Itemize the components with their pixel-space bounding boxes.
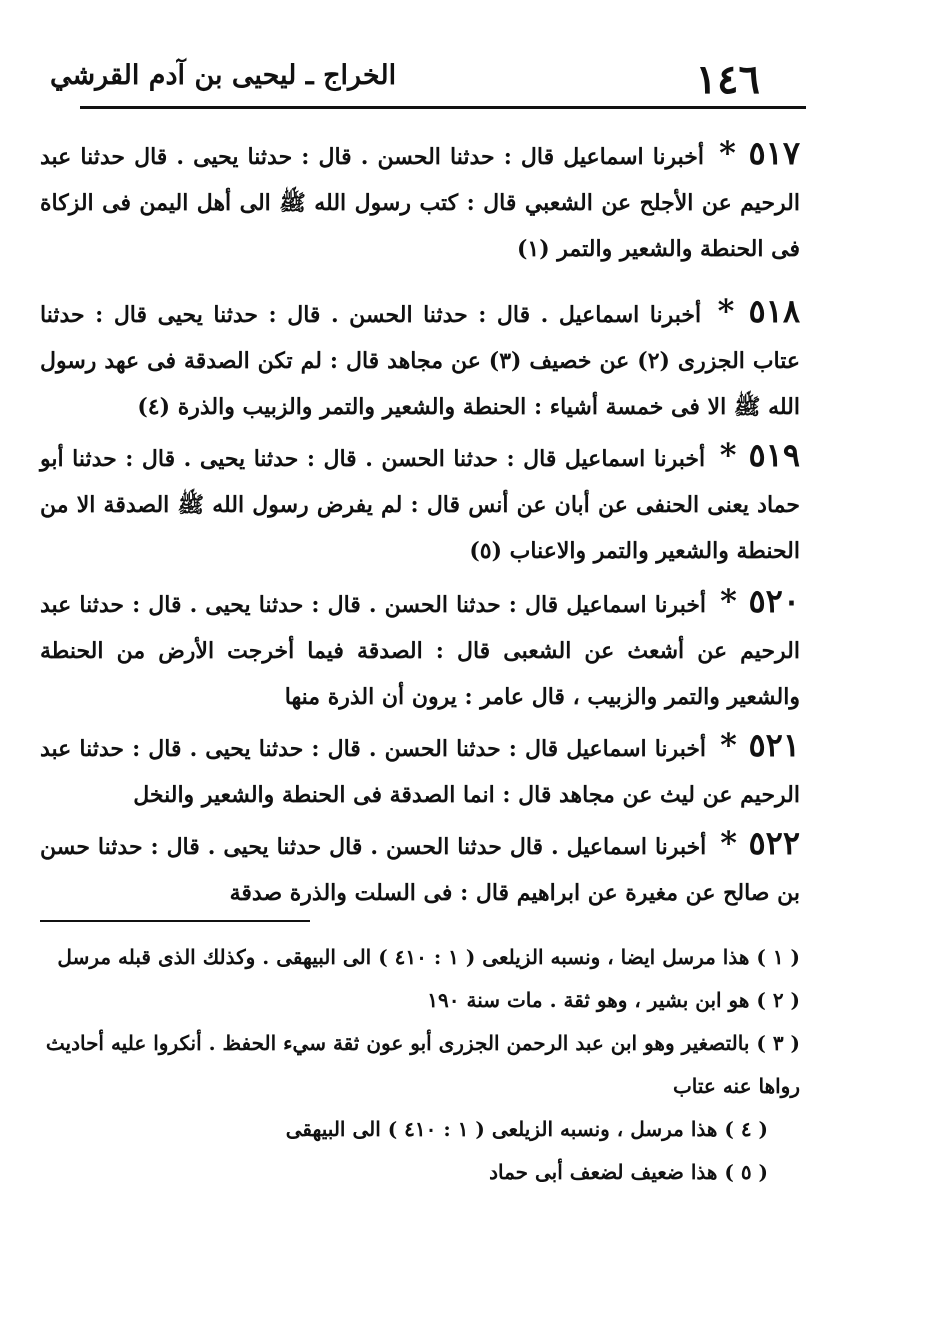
hadith-text: أخبرنا اسماعيل قال : حدثنا الحسن . قال : حدثنا يحيى . قال : حدثنا عبد الرحيم عن ليث عن مجاهد قال : انما الصدقة فى الحنطة والشعير والنخل bbox=[40, 736, 800, 808]
hadith-522 bbox=[40, 820, 800, 916]
footnote-divider bbox=[40, 920, 310, 922]
footnote-2: ( ٢ ) هو ابن بشير ، وهو ثقة . مات سنة ١٩٠ bbox=[427, 988, 800, 1012]
page-header bbox=[40, 50, 800, 108]
hadith-text: أخبرنا اسماعيل . قال حدثنا الحسن . قال حدثنا يحيى . قال : حدثنا حسن بن صالح عن مغيرة عن ابراهيم قال : فى السلت والذرة صدقة bbox=[40, 834, 800, 906]
page-number: ١٤٦ bbox=[695, 56, 760, 103]
hadith-text: أخبرنا اسماعيل قال : حدثنا الحسن . قال : حدثنا يحيى . قال : حدثنا عبد الرحيم عن أشعث عن الشعبى قال : الصدقة فيما أخرجت الأرض من الحنطة والشعير والتمر والزبيب ، قال عامر : يرون أن الذرة منها bbox=[40, 592, 800, 710]
hadith-number: ٥٢٠ * bbox=[720, 582, 800, 620]
hadith-519 bbox=[40, 432, 800, 574]
footnote-3: ( ٣ ) بالتصغير وهو ابن عبد الرحمن الجزرى أبو عون ثقة سيء الحفظ . أنكروا عليه أحاديث رواها عنه عتاب bbox=[45, 1031, 800, 1098]
hadith-521 bbox=[40, 722, 800, 818]
page bbox=[40, 30, 800, 1300]
footnote-5: ( ٥ ) هذا ضعيف لضعف أبى حماد bbox=[489, 1160, 768, 1184]
hadith-number: ٥١٧ * bbox=[719, 134, 800, 172]
hadith-text: أخبرنا اسماعيل قال : حدثنا الحسن . قال : حدثنا يحيى . قال : حدثنا أبو حماد يعنى الحنفى عن أبان عن أنس قال : لم يفرض رسول الله ﷺ الصدقة الا من الحنطة والشعير والتمر والاعناب (٥) bbox=[40, 446, 800, 564]
running-title: الخراج ـ ليحيى بن آدم القرشي bbox=[50, 60, 397, 91]
hadith-text: أخبرنا اسماعيل قال : حدثنا الحسن . قال : حدثنا يحيى . قال حدثنا عبد الرحيم عن الأجلح عن الشعبي قال : كتب رسول الله ﷺ الى أهل اليمن فى الزكاة فى الحنطة والشعير والتمر (١) bbox=[40, 144, 800, 262]
hadith-520 bbox=[40, 578, 800, 720]
hadith-518 bbox=[40, 288, 800, 430]
header-divider bbox=[80, 106, 806, 109]
footnotes bbox=[40, 936, 800, 1194]
hadith-text: أخبرنا اسماعيل . قال : حدثنا الحسن . قال : حدثنا يحيى قال : حدثنا عتاب الجزرى (٢) عن خصيف (٣) عن مجاهد قال : لم تكن الصدقة فى عهد رسول الله ﷺ الا فى خمسة أشياء : الحنطة والشعير والتمر والزبيب والذرة (٤) bbox=[40, 302, 801, 420]
hadith-number: ٥٢١ * bbox=[720, 726, 800, 764]
hadith-number: ٥١٨ * bbox=[717, 292, 800, 330]
hadith-517 bbox=[40, 130, 800, 272]
hadith-number: ٥١٩ * bbox=[719, 436, 800, 474]
footnote-1: ( ١ ) هذا مرسل ايضا ، ونسبه الزيلعى ( ١ : ٤١٠ ) الى البيهقى . وكذلك الذى قبله مرسل bbox=[57, 945, 800, 969]
footnote-4: ( ٤ ) هذا مرسل ، ونسبه الزيلعى ( ١ : ٤١٠ ) الى البيهقى bbox=[285, 1117, 768, 1141]
hadith-number: ٥٢٢ * bbox=[720, 824, 800, 862]
